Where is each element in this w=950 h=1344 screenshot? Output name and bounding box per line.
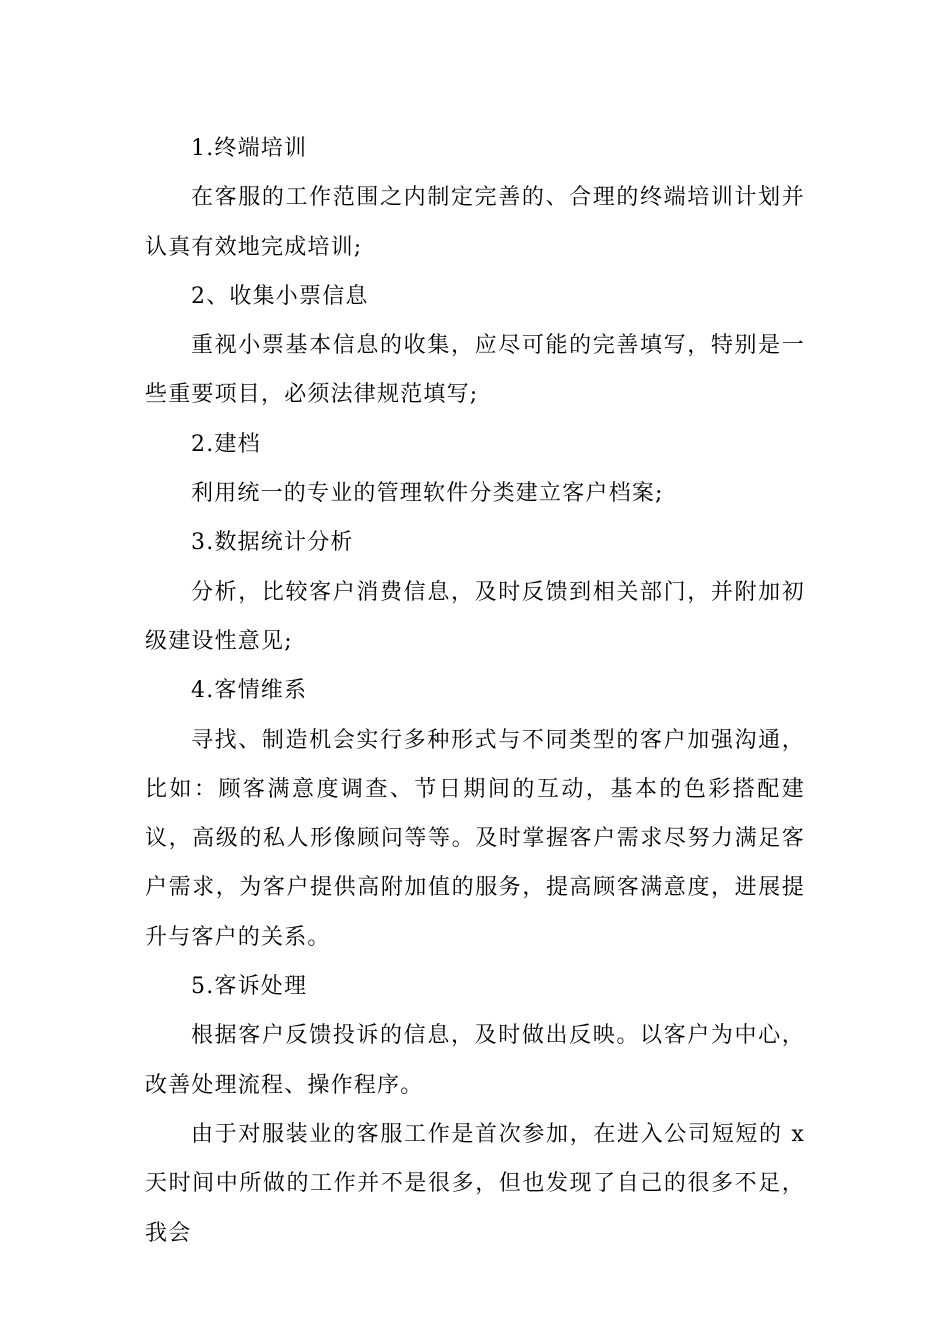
- paragraph-data-analysis: 分析，比较客户消费信息，及时反馈到相关部门，并附加初级建设性意见;: [145, 579, 805, 654]
- section-heading-complaint-handling: 5.客诉处理: [191, 974, 308, 1000]
- section-heading-customer-relations: 4.客情维系: [191, 678, 308, 704]
- paragraph-archiving: 利用统一的专业的管理软件分类建立客户档案;: [191, 481, 664, 507]
- section-heading-receipt-info: 2、收集小票信息: [191, 283, 369, 309]
- paragraph-conclusion: 由于对服装业的客服工作是首次参加，在进入公司短短的 x 天时间中所做的工作并不是很多，但也发现了自己的很多不足，我会: [145, 1121, 814, 1246]
- section-heading-archiving: 2.建档: [191, 431, 261, 457]
- paragraph-receipt-info: 重视小票基本信息的收集，应尽可能的完善填写，特别是一些重要项目，必须法律规范填写;: [145, 333, 805, 408]
- paragraph-terminal-training: 在客服的工作范围之内制定完善的、合理的终端培训计划并认真有效地完成培训;: [145, 185, 805, 260]
- section-heading-data-analysis: 3.数据统计分析: [191, 530, 354, 556]
- paragraph-complaint-handling: 根据客户反馈投诉的信息，及时做出反映。以客户为中心，改善处理流程、操作程序。: [145, 1023, 805, 1098]
- document-body: [145, 124, 814, 1258]
- paragraph-customer-relations: 寻找、制造机会实行多种形式与不同类型的客户加强沟通，比如：顾客满意度调查、节日期间的互动，基本的色彩搭配建议，高级的私人形像顾问等等。及时掌握客户需求尽努力满足客户需求，为客户提供高附加值的服务，提高顾客满意度，进展提升与客户的关系。: [145, 727, 805, 950]
- section-heading-terminal-training: 1.终端培训: [191, 136, 308, 161]
